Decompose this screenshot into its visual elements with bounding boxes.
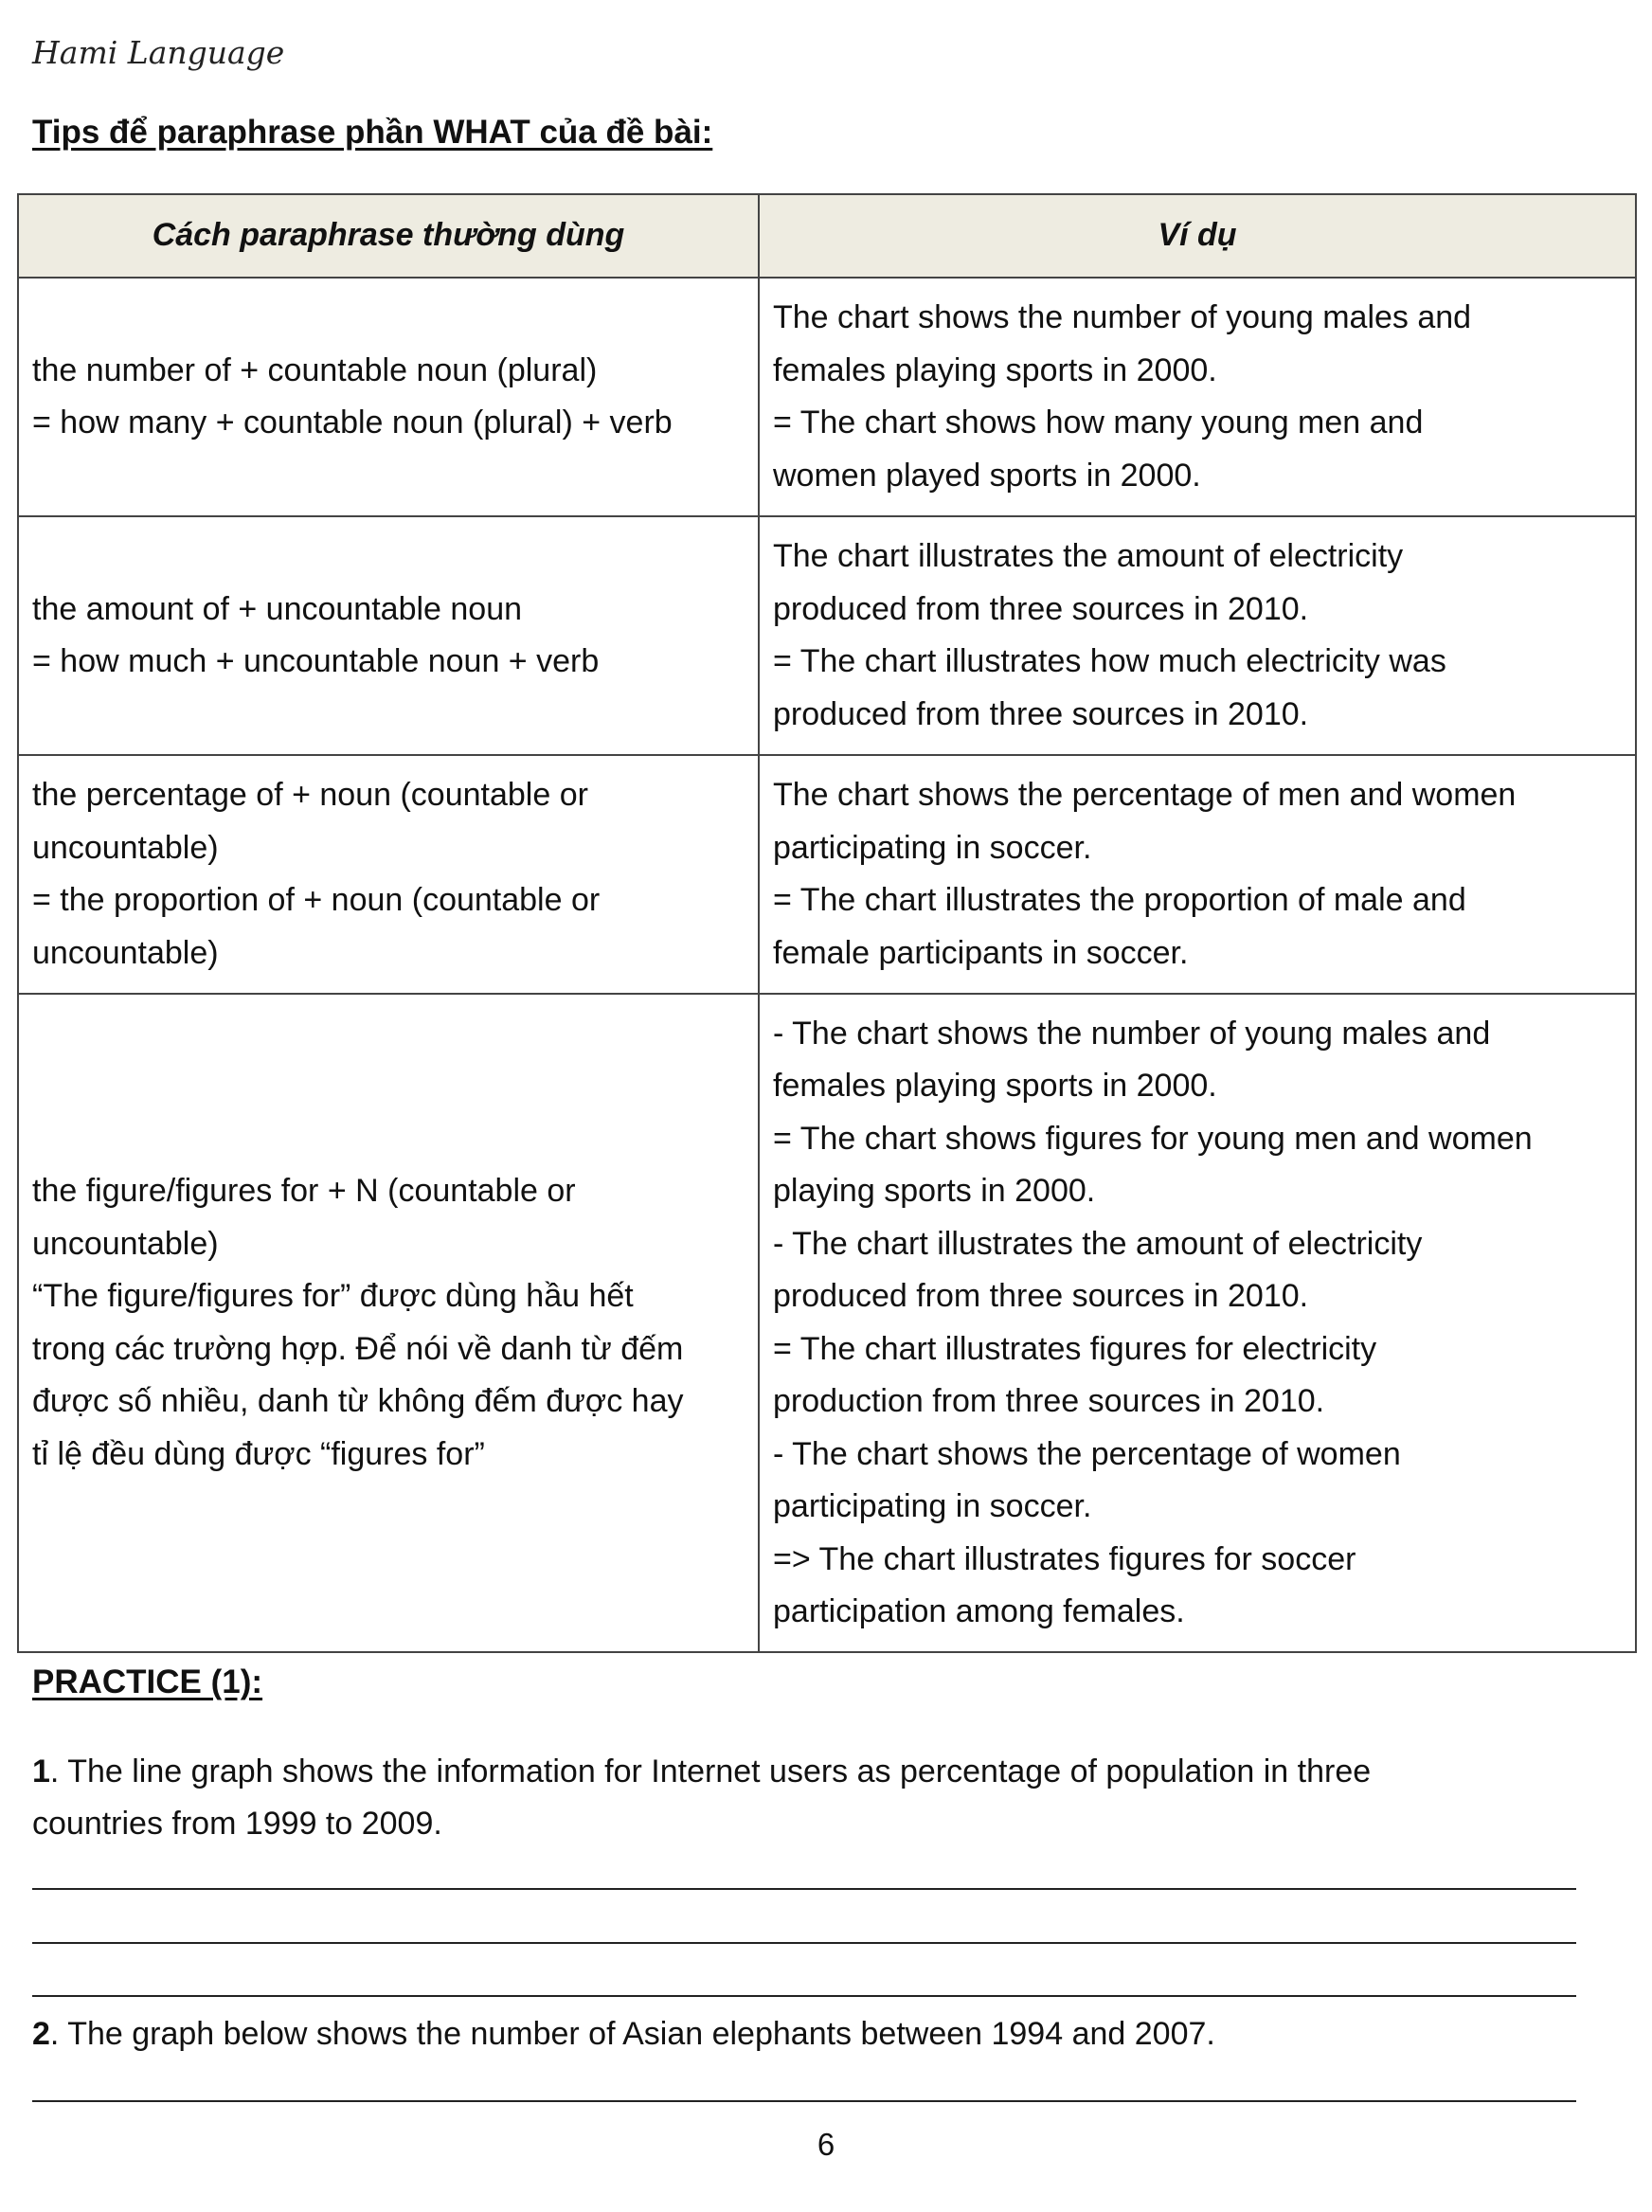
table-row <box>18 278 1636 516</box>
example-cell <box>759 516 1636 755</box>
section-title: Tips để paraphrase phần WHAT của đề bài: <box>32 114 713 151</box>
example-line: The chart shows the number of young males and <box>773 299 1472 335</box>
answer-line[interactable] <box>32 1888 1576 1890</box>
method-cell <box>18 516 759 755</box>
table-row <box>18 755 1636 994</box>
table-row <box>18 994 1636 1652</box>
example-line: female participants in soccer. <box>773 934 1189 971</box>
exercise-line <box>32 2008 1605 2060</box>
page-number: 6 <box>817 2127 835 2162</box>
method-line: trong các trường hợp. Để nói về danh từ đếm <box>32 1330 684 1367</box>
method-line: = how many + countable noun (plural) + verb <box>32 405 673 441</box>
example-cell <box>759 278 1636 516</box>
method-line: tỉ lệ đều dùng được “figures for” <box>32 1435 485 1472</box>
answer-line[interactable] <box>32 2100 1576 2102</box>
exercise-number: 1 <box>32 1753 50 1789</box>
example-line: = The chart illustrates figures for electricity <box>773 1330 1377 1367</box>
example-line: = The chart shows how many young men and <box>773 405 1424 441</box>
answer-line[interactable] <box>32 1995 1576 1997</box>
exercise-number: 2 <box>32 2016 50 2052</box>
method-line: “The figure/figures for” được dùng hầu hết <box>32 1278 634 1314</box>
example-line: produced from three sources in 2010. <box>773 590 1309 627</box>
method-line: uncountable) <box>32 1225 219 1262</box>
method-cell <box>18 278 759 516</box>
method-line: the figure/figures for + N (countable or <box>32 1173 576 1209</box>
exercise-item <box>32 2008 1605 2060</box>
example-line: playing sports in 2000. <box>773 1173 1096 1209</box>
method-line: the amount of + uncountable noun <box>32 590 523 627</box>
method-line: uncountable) <box>32 829 219 866</box>
example-line: women played sports in 2000. <box>773 457 1201 494</box>
method-line: the percentage of + noun (countable or <box>32 777 588 813</box>
example-line: participation among females. <box>773 1593 1185 1629</box>
tips-table <box>17 193 1637 1653</box>
column-header-example: Ví dụ <box>759 194 1636 278</box>
example-line: participating in soccer. <box>773 1488 1092 1524</box>
method-line: = the proportion of + noun (countable or <box>32 882 601 918</box>
method-line: = how much + uncountable noun + verb <box>32 643 600 679</box>
example-line: - The chart illustrates the amount of electricity <box>773 1225 1423 1262</box>
header-brand: Hami Language <box>32 34 285 71</box>
method-line: uncountable) <box>32 934 219 971</box>
example-line: production from three sources in 2010. <box>773 1383 1325 1419</box>
example-line: = The chart shows figures for young men and women <box>773 1120 1533 1157</box>
answer-line[interactable] <box>32 1942 1576 1944</box>
example-line: females playing sports in 2000. <box>773 351 1217 388</box>
exercise-text: . The line graph shows the information for Internet users as percentage of population in three <box>49 1753 1372 1789</box>
method-line: được số nhiều, danh từ không đếm được hay <box>32 1383 684 1419</box>
column-header-method: Cách paraphrase thường dùng <box>18 194 759 278</box>
example-line: = The chart illustrates the proportion of male and <box>773 882 1466 918</box>
table-header-row <box>18 194 1636 278</box>
example-line: The chart illustrates the amount of electricity <box>773 538 1404 574</box>
exercise-item <box>32 1746 1605 1850</box>
example-line: produced from three sources in 2010. <box>773 695 1309 732</box>
exercise-text: . The graph below shows the number of Asian elephants between 1994 and 2007. <box>49 2016 1215 2052</box>
example-line: participating in soccer. <box>773 829 1092 866</box>
example-line: = The chart illustrates how much electricity was <box>773 643 1446 679</box>
method-cell <box>18 994 759 1652</box>
practice-title: PRACTICE (1): <box>32 1663 263 1700</box>
example-line: - The chart shows the percentage of women <box>773 1435 1401 1472</box>
example-line: The chart shows the percentage of men and women <box>773 777 1517 813</box>
method-cell <box>18 755 759 994</box>
example-line: => The chart illustrates figures for soccer <box>773 1540 1356 1577</box>
example-line: females playing sports in 2000. <box>773 1068 1217 1104</box>
exercise-line: countries from 1999 to 2009. <box>32 1806 442 1842</box>
example-line: - The chart shows the number of young males and <box>773 1015 1491 1052</box>
exercise-line <box>32 1746 1605 1798</box>
example-cell <box>759 755 1636 994</box>
example-line: produced from three sources in 2010. <box>773 1278 1309 1314</box>
method-line: the number of + countable noun (plural) <box>32 351 598 388</box>
table-row <box>18 516 1636 755</box>
example-cell <box>759 994 1636 1652</box>
